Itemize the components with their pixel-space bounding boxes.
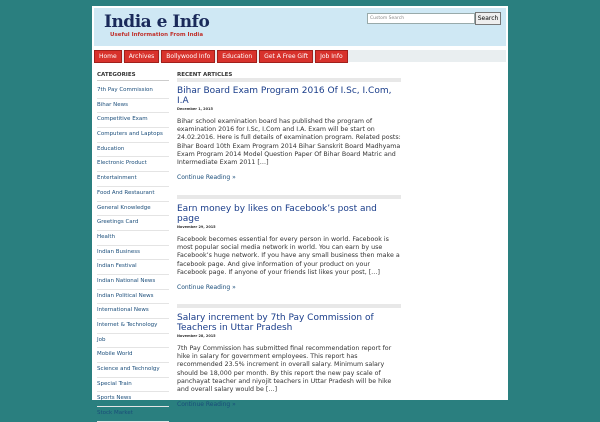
sidebar-item[interactable]: Food And Restaurant [97, 187, 169, 202]
sidebar-item[interactable]: Entertainment [97, 172, 169, 187]
sidebar-item[interactable]: Education [97, 143, 169, 158]
nav-bollywood-info[interactable]: Bollywood Info [161, 50, 215, 63]
sidebar-item[interactable]: Bihar News [97, 99, 169, 114]
article-excerpt: Facebook becomes essential for every person in world. Facebook is most popular social media network in world. You can earn by use Facebook’s huge network. If you have any small business then make a facebook page. And give information of your product on your Facebook page. If anyone of your friends list likes your post, […] [177, 236, 400, 276]
article-title[interactable]: Bihar Board Exam Program 2016 Of I.Sc, I.Com, I.A [177, 86, 392, 106]
sidebar-title: CATEGORIES [97, 72, 169, 81]
sidebar-item[interactable]: Computers and Laptops [97, 128, 169, 143]
article-excerpt: Bihar school examination board has published the program of examination 2016 for I.Sc, I.Com and I.A. Exam will be start on 24.02.2016. Here is full details of examination program. Related posts: Bihar Board 10th Exam Program 2014 Bihar Sanskrit Board Madhyama Exam Program 2014 Model Question Paper Of Bihar Board Matric and Intermediate Exam 2011 […] [177, 118, 401, 167]
nav-archives[interactable]: Archives [124, 50, 160, 63]
sidebar-item[interactable]: Indian Festival [97, 260, 169, 275]
recent-articles-title: RECENT ARTICLES [177, 72, 401, 81]
main-nav [94, 50, 506, 62]
sidebar-item[interactable]: Health [97, 231, 169, 246]
sidebar-item[interactable]: Indian National News [97, 275, 169, 290]
article-date: November 28, 2015 [177, 334, 216, 338]
continue-reading-link[interactable]: Continue Reading » [177, 174, 236, 182]
article-title[interactable]: Salary increment by 7th Pay Commission of Teachers in Uttar Pradesh [177, 313, 374, 333]
sidebar-item[interactable]: Stock Market [97, 407, 169, 422]
sidebar-categories [97, 72, 169, 422]
continue-reading-link[interactable]: Continue Reading » [177, 284, 236, 292]
article-excerpt: 7th Pay Commission has submitted final recommendation report for hike in salary for government employees. This report has recommended 23.5% increment in overall salary. Minimum salary should be 18,000 per month. By this report the new pay scale of panchayat teacher and niyojit teachers in Uttar Pradesh will be hike and overall salary would be […] [177, 345, 392, 394]
article-date: December 1, 2015 [177, 107, 213, 111]
search-input[interactable]: Custom Search [367, 13, 475, 24]
sidebar-item[interactable]: 7th Pay Commission [97, 84, 169, 99]
page-container [92, 6, 508, 417]
article-3 [177, 313, 401, 408]
sidebar-item[interactable]: International News [97, 304, 169, 319]
continue-reading-link[interactable]: Continue Reading » [177, 401, 236, 409]
sidebar-item[interactable]: Competitive Exam [97, 113, 169, 128]
site-header [94, 8, 506, 46]
sidebar-item[interactable]: Internet & Technology [97, 319, 169, 334]
nav-free-gift[interactable]: Get A Free Gift [259, 50, 313, 63]
sidebar-item[interactable]: General Knowledge [97, 202, 169, 217]
nav-home[interactable]: Home [94, 50, 122, 63]
section-divider [177, 195, 401, 199]
sidebar-item[interactable]: Job [97, 334, 169, 349]
sidebar-item[interactable]: Special Train [97, 378, 169, 393]
nav-job-info[interactable]: Job Info [315, 50, 348, 63]
article-2 [177, 204, 401, 291]
nav-education[interactable]: Education [217, 50, 257, 63]
article-date: November 29, 2015 [177, 225, 216, 229]
sidebar-item[interactable]: Mobile World [97, 348, 169, 363]
sidebar-item[interactable]: Sports News [97, 392, 169, 407]
sidebar-item[interactable]: Electronic Product [97, 157, 169, 172]
sidebar-item[interactable]: Indian Political News [97, 290, 169, 305]
sidebar-item[interactable]: Greetings Card [97, 216, 169, 231]
sidebar-item[interactable]: Indian Business [97, 246, 169, 261]
search-button[interactable]: Search [475, 12, 501, 25]
site-logo-title[interactable]: India e Info [104, 12, 210, 32]
sidebar-item[interactable]: Science and Technolgy [97, 363, 169, 378]
section-divider [177, 78, 401, 82]
article-1 [177, 86, 401, 181]
site-tagline: Useful Information From India [110, 32, 204, 38]
section-divider [177, 304, 401, 308]
article-title[interactable]: Earn money by likes on Facebook’s post and page [177, 204, 377, 224]
